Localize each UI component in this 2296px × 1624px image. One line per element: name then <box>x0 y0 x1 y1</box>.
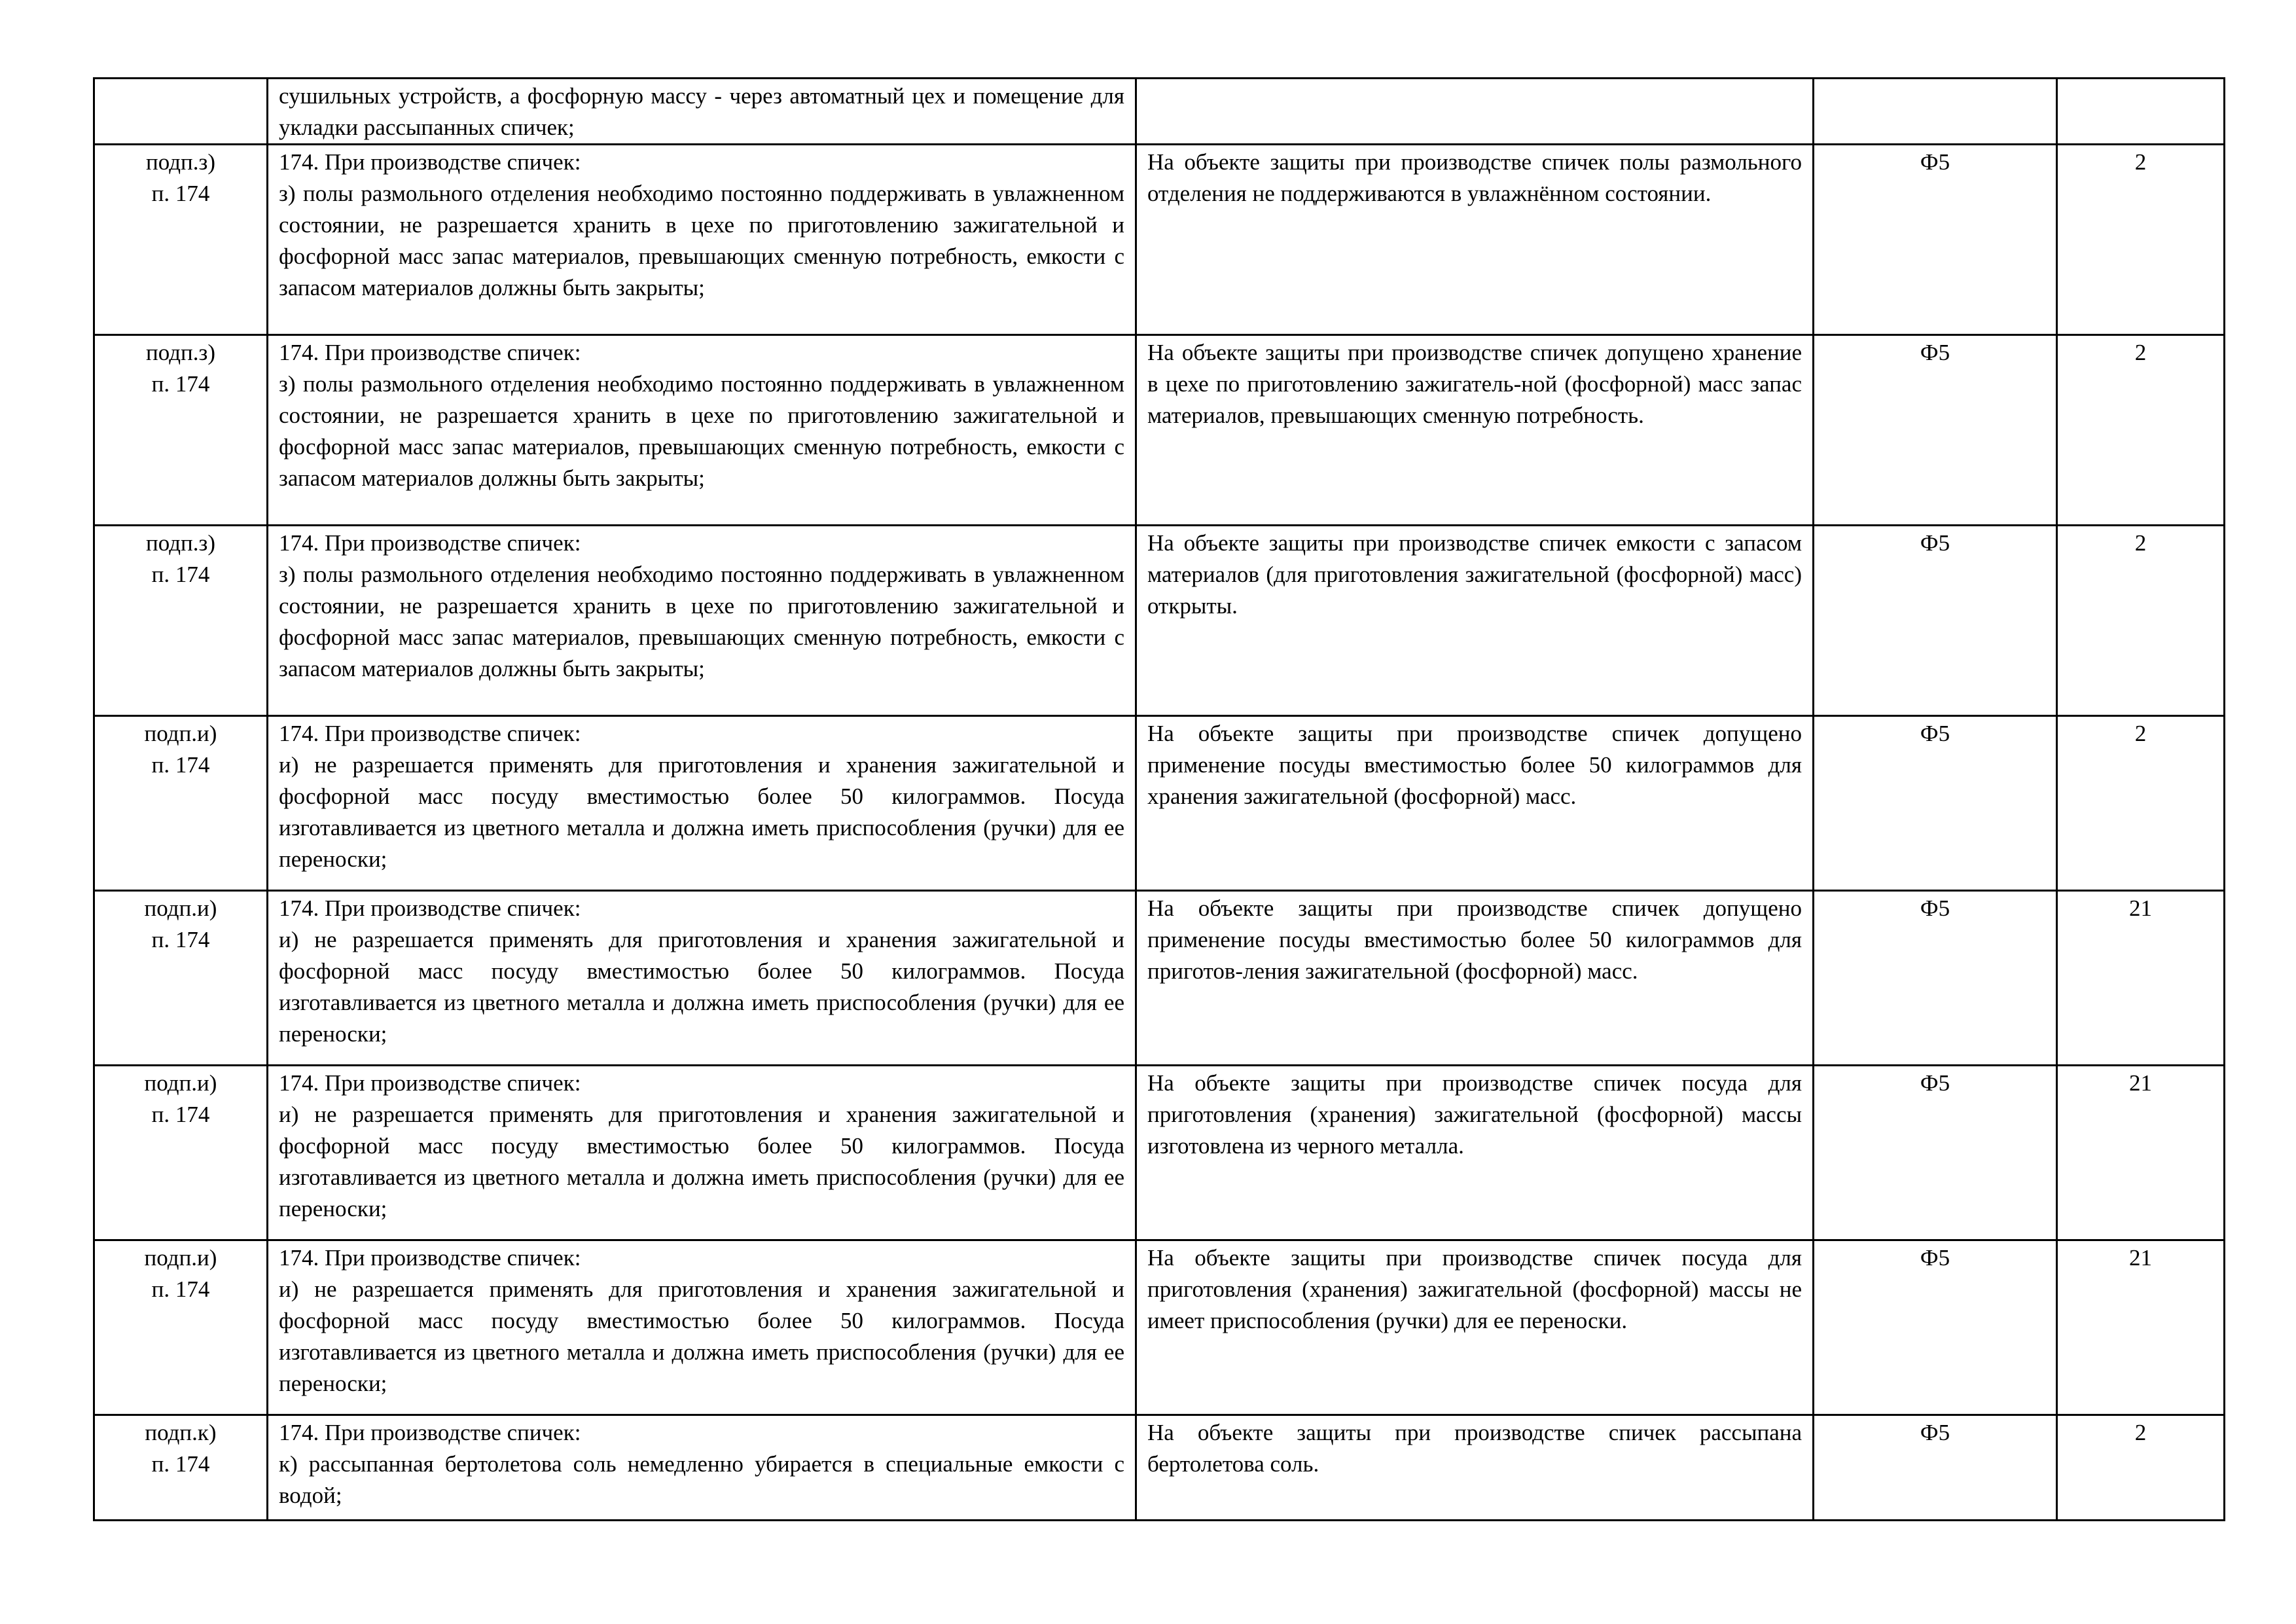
reference-line: п. 174 <box>151 1276 210 1302</box>
cell-reference <box>94 1240 268 1415</box>
cell-reference <box>94 716 268 891</box>
cell-hazard-class: Ф5 <box>1814 716 2057 891</box>
cell-reference <box>94 145 268 335</box>
table-row <box>94 79 2225 145</box>
cell-violation: На объекте защиты при производстве спичек рассыпана бертолетова соль. <box>1136 1415 1814 1521</box>
reference-line: п. 174 <box>151 181 210 206</box>
reference-line: п. 174 <box>151 1451 210 1477</box>
cell-hazard-class: Ф5 <box>1814 145 2057 335</box>
requirement-text: и) не разрешается применять для приготовления и хранения зажигательной и фосфорной масс посуду вместимостью более 50 килограммов. Посуда изготавливается из цветного металла и должна иметь приспособления (ручки) для ее переноски; <box>279 927 1124 1047</box>
cell-reference <box>94 335 268 526</box>
cell-requirement <box>268 716 1136 891</box>
cell-count <box>2057 79 2225 145</box>
cell-count: 2 <box>2057 526 2225 716</box>
requirement-heading: 174. При производстве спичек: <box>279 530 581 556</box>
cell-reference <box>94 1066 268 1240</box>
cell-hazard-class: Ф5 <box>1814 526 2057 716</box>
cell-violation: На объекте защиты при производстве спичек допущено хранение в цехе по приготовлению зажигатель-ной (фосфорной) масс запас материалов, превышающих сменную потребность. <box>1136 335 1814 526</box>
requirement-heading: 174. При производстве спичек: <box>279 340 581 365</box>
reference-line: п. 174 <box>151 1102 210 1127</box>
cell-violation: На объекте защиты при производстве спичек посуда для приготовления (хранения) зажигательной (фосфорной) массы не имеет приспособления (ручки) для ее переноски. <box>1136 1240 1814 1415</box>
cell-requirement <box>268 335 1136 526</box>
cell-violation: На объекте защиты при производстве спичек емкости с запасом материалов (для приготовления зажигательной (фосфорной) масс) открыты. <box>1136 526 1814 716</box>
cell-hazard-class <box>1814 79 2057 145</box>
table-row <box>94 526 2225 716</box>
cell-count: 2 <box>2057 1415 2225 1521</box>
cell-count: 21 <box>2057 891 2225 1066</box>
cell-hazard-class: Ф5 <box>1814 891 2057 1066</box>
cell-count: 21 <box>2057 1066 2225 1240</box>
cell-count: 2 <box>2057 716 2225 891</box>
reference-line: подп.и) <box>144 895 217 921</box>
cell-violation: На объекте защиты при производстве спичек посуда для приготовления (хранения) зажигательной (фосфорной) массы изготовлена из черного металла. <box>1136 1066 1814 1240</box>
cell-count: 2 <box>2057 145 2225 335</box>
cell-requirement <box>268 1066 1136 1240</box>
reference-line: п. 174 <box>151 371 210 397</box>
requirement-heading: 174. При производстве спичек: <box>279 721 581 746</box>
reference-line: подп.к) <box>145 1420 217 1445</box>
reference-line: подп.и) <box>144 1245 217 1271</box>
cell-requirement <box>268 79 1136 145</box>
cell-violation: На объекте защиты при производстве спичек допущено применение посуды вместимостью более 50 килограммов для хранения зажигательной (фосфорной) масс. <box>1136 716 1814 891</box>
requirement-text: сушильных устройств, а фосфорную массу - через автоматный цех и помещение для укладки рассыпанных спичек; <box>279 83 1124 140</box>
table-row <box>94 716 2225 891</box>
requirement-heading: 174. При производстве спичек: <box>279 149 581 175</box>
cell-reference <box>94 1415 268 1521</box>
requirement-text: и) не разрешается применять для приготовления и хранения зажигательной и фосфорной масс посуду вместимостью более 50 килограммов. Посуда изготавливается из цветного металла и должна иметь приспособления (ручки) для ее переноски; <box>279 1276 1124 1396</box>
cell-reference <box>94 79 268 145</box>
requirement-text: и) не разрешается применять для приготовления и хранения зажигательной и фосфорной масс посуду вместимостью более 50 килограммов. Посуда изготавливается из цветного металла и должна иметь приспособления (ручки) для ее переноски; <box>279 752 1124 872</box>
requirement-text: з) полы размольного отделения необходимо постоянно поддерживать в увлажненном состоянии, не разрешается хранить в цехе по приготовлению зажигательной и фосфорной масс запас материалов, превышающих сменную потребность, емкости с запасом материалов должны быть закрыты; <box>279 371 1124 491</box>
table-row <box>94 891 2225 1066</box>
requirement-heading: 174. При производстве спичек: <box>279 1420 581 1445</box>
cell-reference <box>94 891 268 1066</box>
table-row <box>94 335 2225 526</box>
requirement-heading: 174. При производстве спичек: <box>279 1245 581 1271</box>
violations-table-body <box>94 79 2225 1521</box>
requirement-text: з) полы размольного отделения необходимо постоянно поддерживать в увлажненном состоянии, не разрешается хранить в цехе по приготовлению зажигательной и фосфорной масс запас материалов, превышающих сменную потребность, емкости с запасом материалов должны быть закрыты; <box>279 181 1124 300</box>
cell-requirement <box>268 526 1136 716</box>
cell-count: 21 <box>2057 1240 2225 1415</box>
cell-violation: На объекте защиты при производстве спичек полы размольного отделения не поддерживаются в увлажнённом состоянии. <box>1136 145 1814 335</box>
cell-hazard-class: Ф5 <box>1814 335 2057 526</box>
requirement-heading: 174. При производстве спичек: <box>279 895 581 921</box>
cell-hazard-class: Ф5 <box>1814 1066 2057 1240</box>
reference-line: подп.и) <box>144 721 217 746</box>
cell-violation: На объекте защиты при производстве спичек допущено применение посуды вместимостью более 50 килограммов для приготов-ления зажигательной (фосфорной) масс. <box>1136 891 1814 1066</box>
violations-table <box>93 77 2225 1521</box>
table-row <box>94 145 2225 335</box>
cell-hazard-class: Ф5 <box>1814 1240 2057 1415</box>
cell-requirement <box>268 1240 1136 1415</box>
reference-line: подп.и) <box>144 1070 217 1096</box>
cell-hazard-class: Ф5 <box>1814 1415 2057 1521</box>
reference-line: п. 174 <box>151 562 210 587</box>
reference-line: подп.з) <box>146 340 215 365</box>
cell-requirement <box>268 891 1136 1066</box>
cell-requirement <box>268 1415 1136 1521</box>
reference-line: п. 174 <box>151 927 210 952</box>
cell-violation <box>1136 79 1814 145</box>
cell-reference <box>94 526 268 716</box>
table-row <box>94 1240 2225 1415</box>
reference-line: подп.з) <box>146 530 215 556</box>
requirement-text: з) полы размольного отделения необходимо постоянно поддерживать в увлажненном состоянии, не разрешается хранить в цехе по приготовлению зажигательной и фосфорной масс запас материалов, превышающих сменную потребность, емкости с запасом материалов должны быть закрыты; <box>279 562 1124 681</box>
requirement-text: к) рассыпанная бертолетова соль немедленно убирается в специальные емкости с водой; <box>279 1451 1124 1508</box>
requirement-heading: 174. При производстве спичек: <box>279 1070 581 1096</box>
table-row <box>94 1415 2225 1521</box>
cell-requirement <box>268 145 1136 335</box>
reference-line: подп.з) <box>146 149 215 175</box>
cell-count: 2 <box>2057 335 2225 526</box>
table-row <box>94 1066 2225 1240</box>
requirement-text: и) не разрешается применять для приготовления и хранения зажигательной и фосфорной масс посуду вместимостью более 50 килограммов. Посуда изготавливается из цветного металла и должна иметь приспособления (ручки) для ее переноски; <box>279 1102 1124 1221</box>
reference-line: п. 174 <box>151 752 210 778</box>
